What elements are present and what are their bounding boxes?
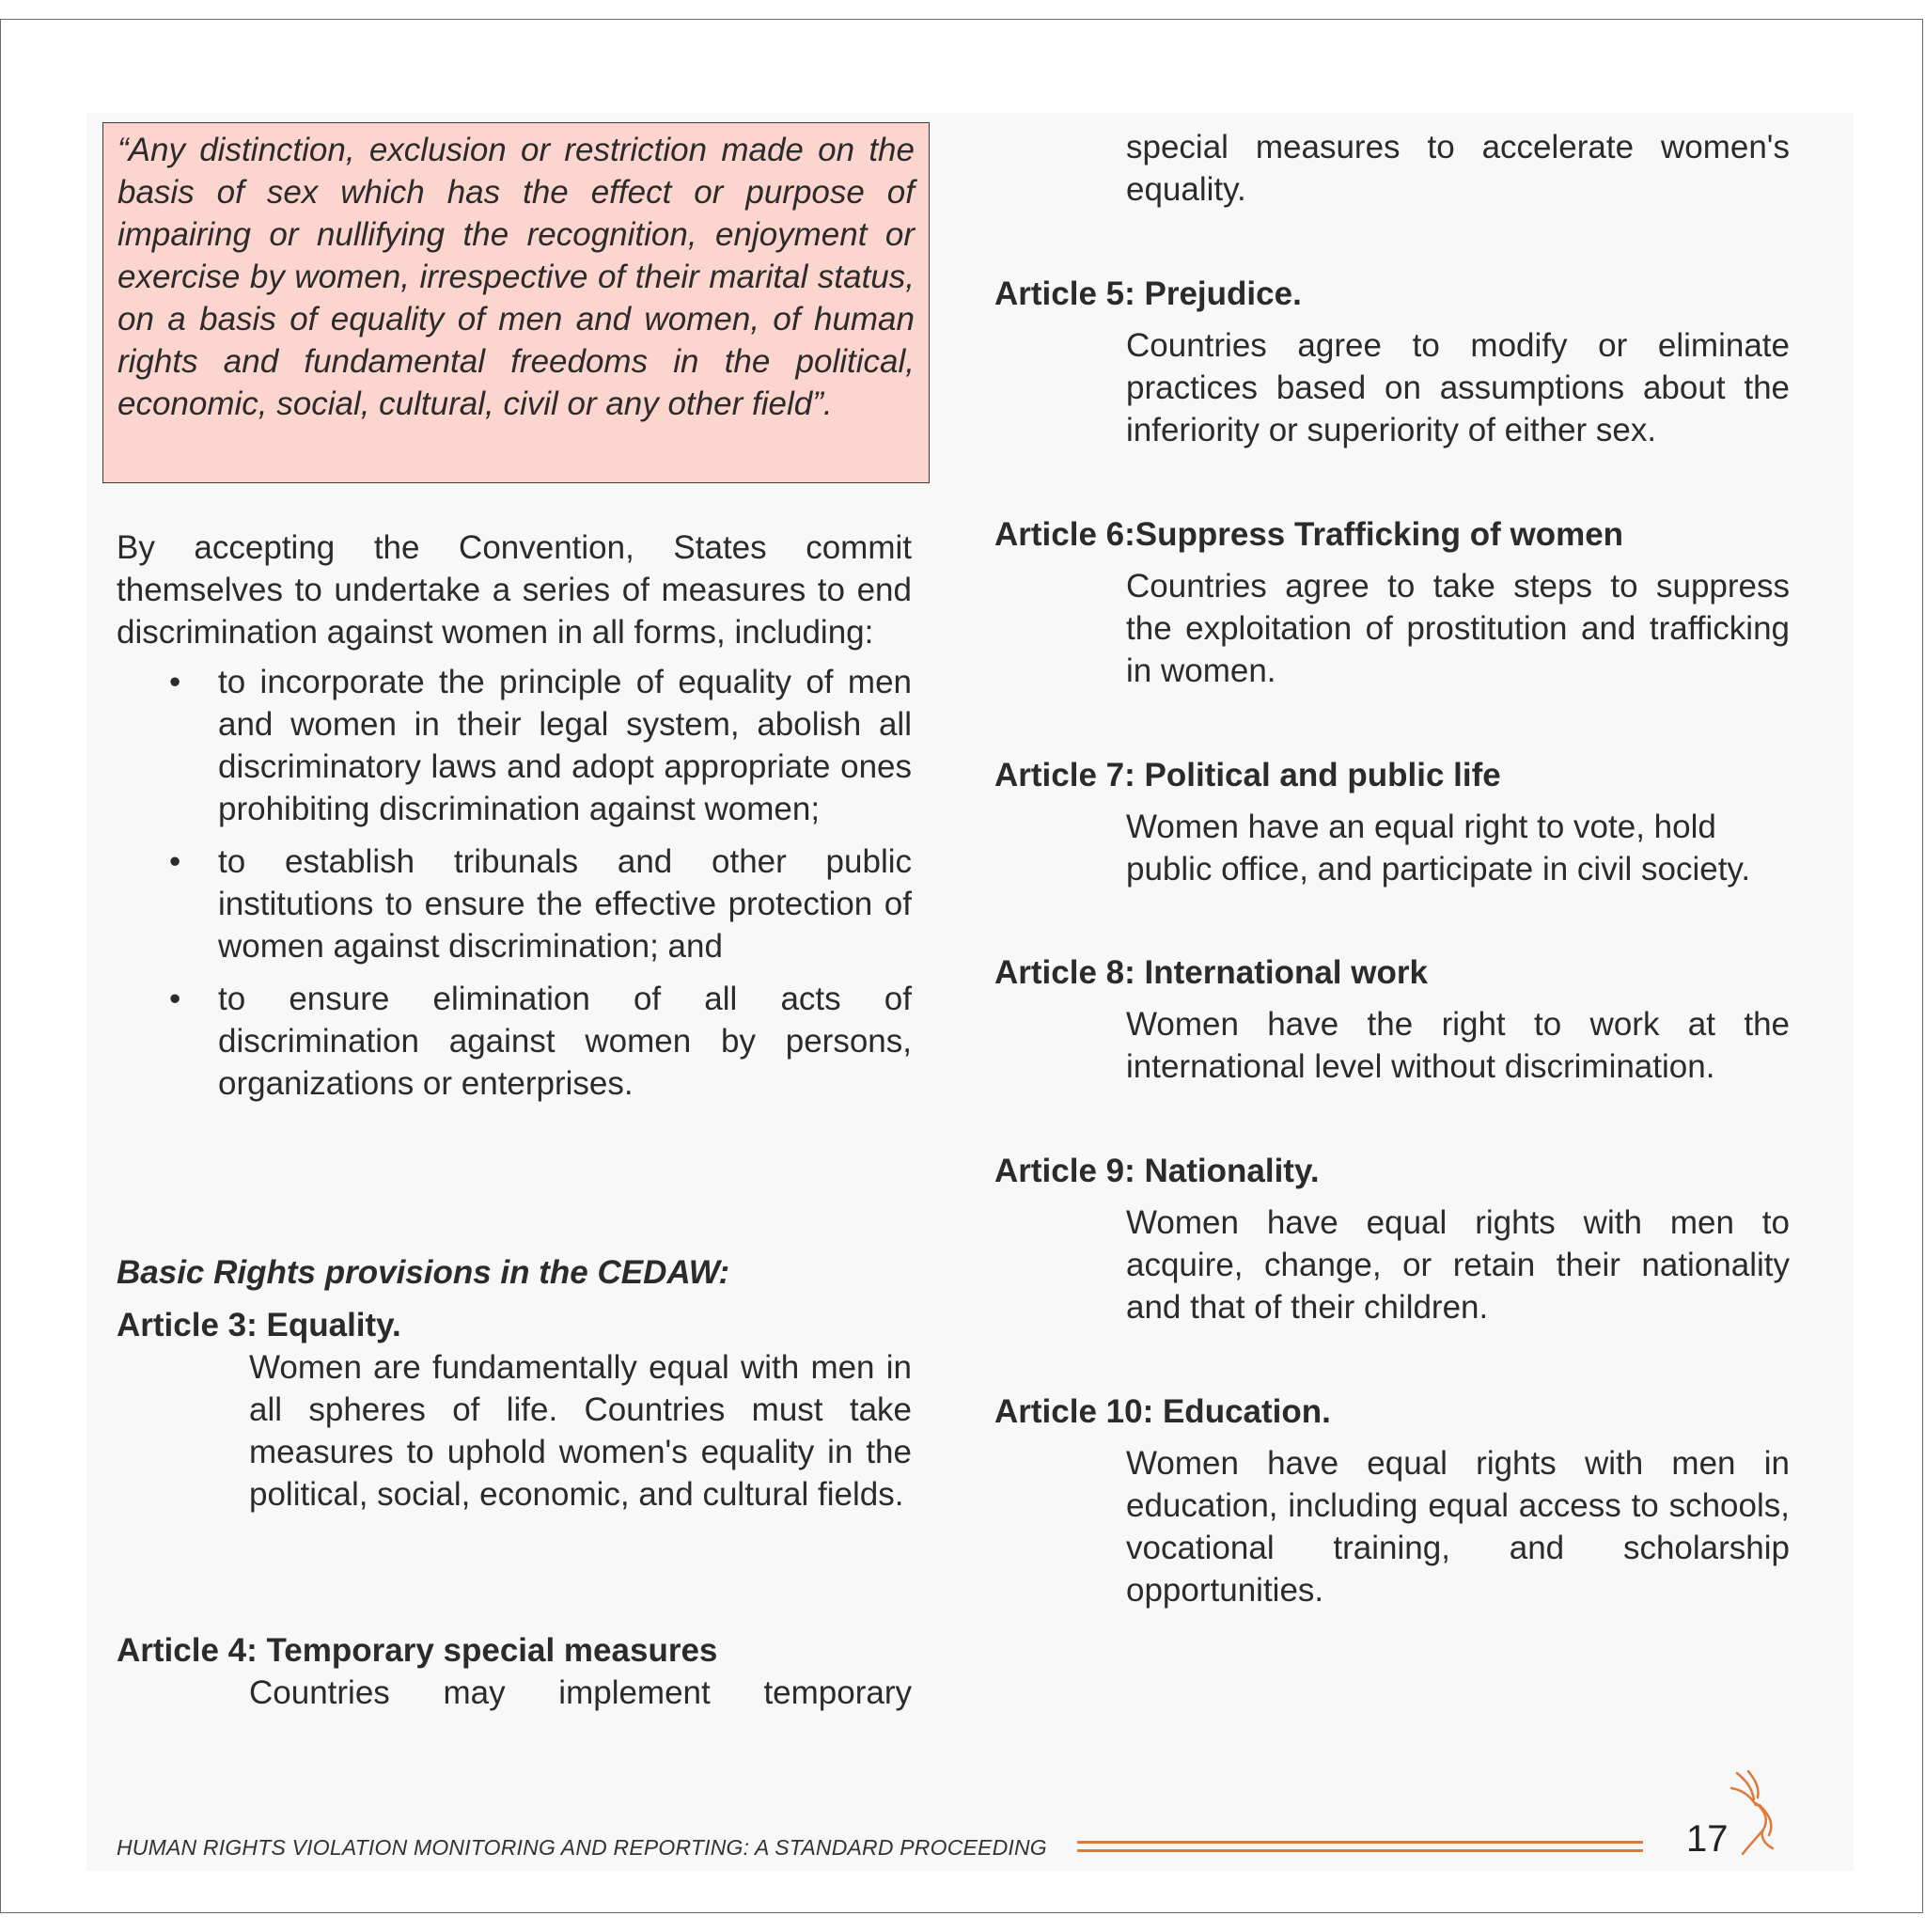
article-5-body: Countries agree to modify or eliminate practices based on assumptions about the inferiority or superiority of either sex. [1126,327,1790,448]
definition-quote-box [102,122,930,483]
footer-title: HUMAN RIGHTS VIOLATION MONITORING AND REPORTING: A STANDARD PROCEEDING [117,1835,1047,1860]
article-7-body: Women have an equal right to vote, hold public office, and participate in civil society. [1126,809,1751,887]
article-4-title: Article 4: Temporary special measures [117,1632,718,1669]
bullet-marker: • [169,981,181,1017]
section-heading: Basic Rights provisions in the CEDAW: [117,1254,730,1291]
footer-rule [1077,1841,1643,1854]
article-5 [994,273,1790,451]
left-column [117,526,912,1115]
article-3-title: Article 3: Equality. [117,1307,401,1343]
article-7-title: Article 7: Political and public life [994,757,1501,793]
article-6-title: Article 6:Suppress Trafficking of women [994,516,1624,553]
list-item: • to ensure elimination of all acts of discrimination against women by persons, organizations or enterprises. [218,978,912,1105]
measures-list [117,661,912,1105]
article-9 [994,1150,1790,1328]
article-6-body: Countries agree to take steps to suppress the exploitation of prostitution and trafficking in women. [1126,568,1790,689]
article-4-body: Countries may implement temporary [249,1674,912,1711]
article-3-body: Women are fundamentally equal with men in all spheres of life. Countries must take measures to uphold women's equality in the political, social, economic, and cultural fields. [249,1349,912,1513]
article-8-title: Article 8: International work [994,954,1428,991]
article-8-body: Women have the right to work at the international level without discrimination. [1126,1006,1790,1085]
article-5-title: Article 5: Prejudice. [994,275,1302,312]
article-4 [117,1629,912,1714]
article-8 [994,951,1790,1088]
dancer-logo-icon [1728,1767,1784,1857]
article-9-body: Women have equal rights with men to acquire, change, or retain their nationality and that of their children. [1126,1204,1790,1326]
article-4-continued [994,126,1790,211]
article-6 [994,513,1790,692]
cedaw-section [117,1251,912,1516]
article-4-body-continued: special measures to accelerate women's equality. [1126,129,1790,208]
intro-paragraph: By accepting the Convention, States commit themselves to undertake a series of measures to end discrimination against women in all forms, including: [117,529,912,651]
article-9-title: Article 9: Nationality. [994,1153,1320,1189]
page-number: 17 [1686,1818,1729,1860]
bullet-marker: • [169,664,181,700]
article-10-title: Article 10: Education. [994,1393,1331,1430]
list-item: • to incorporate the principle of equality of men and women in their legal system, abolish all discriminatory laws and adopt appropriate ones prohibiting discrimination against women; [218,661,912,830]
article-7 [994,754,1790,890]
definition-quote-text: “Any distinction, exclusion or restriction made on the basis of sex which has the effect or purpose of impairing or nullifying the recognition, enjoyment or exercise by women, irrespective of their marital status, on a basis of equality of men and women, of human rights and fundamental freedoms in the political, economic, social, cultural, civil or any other field”. [117,132,915,422]
list-item: • to establish tribunals and other public institutions to ensure the effective protection of women against discrimination; and [218,840,912,967]
article-10 [994,1390,1790,1611]
bullet-marker: • [169,843,181,880]
article-10-body: Women have equal rights with men in education, including equal access to schools, vocational training, and scholarship opportunities. [1126,1445,1790,1609]
